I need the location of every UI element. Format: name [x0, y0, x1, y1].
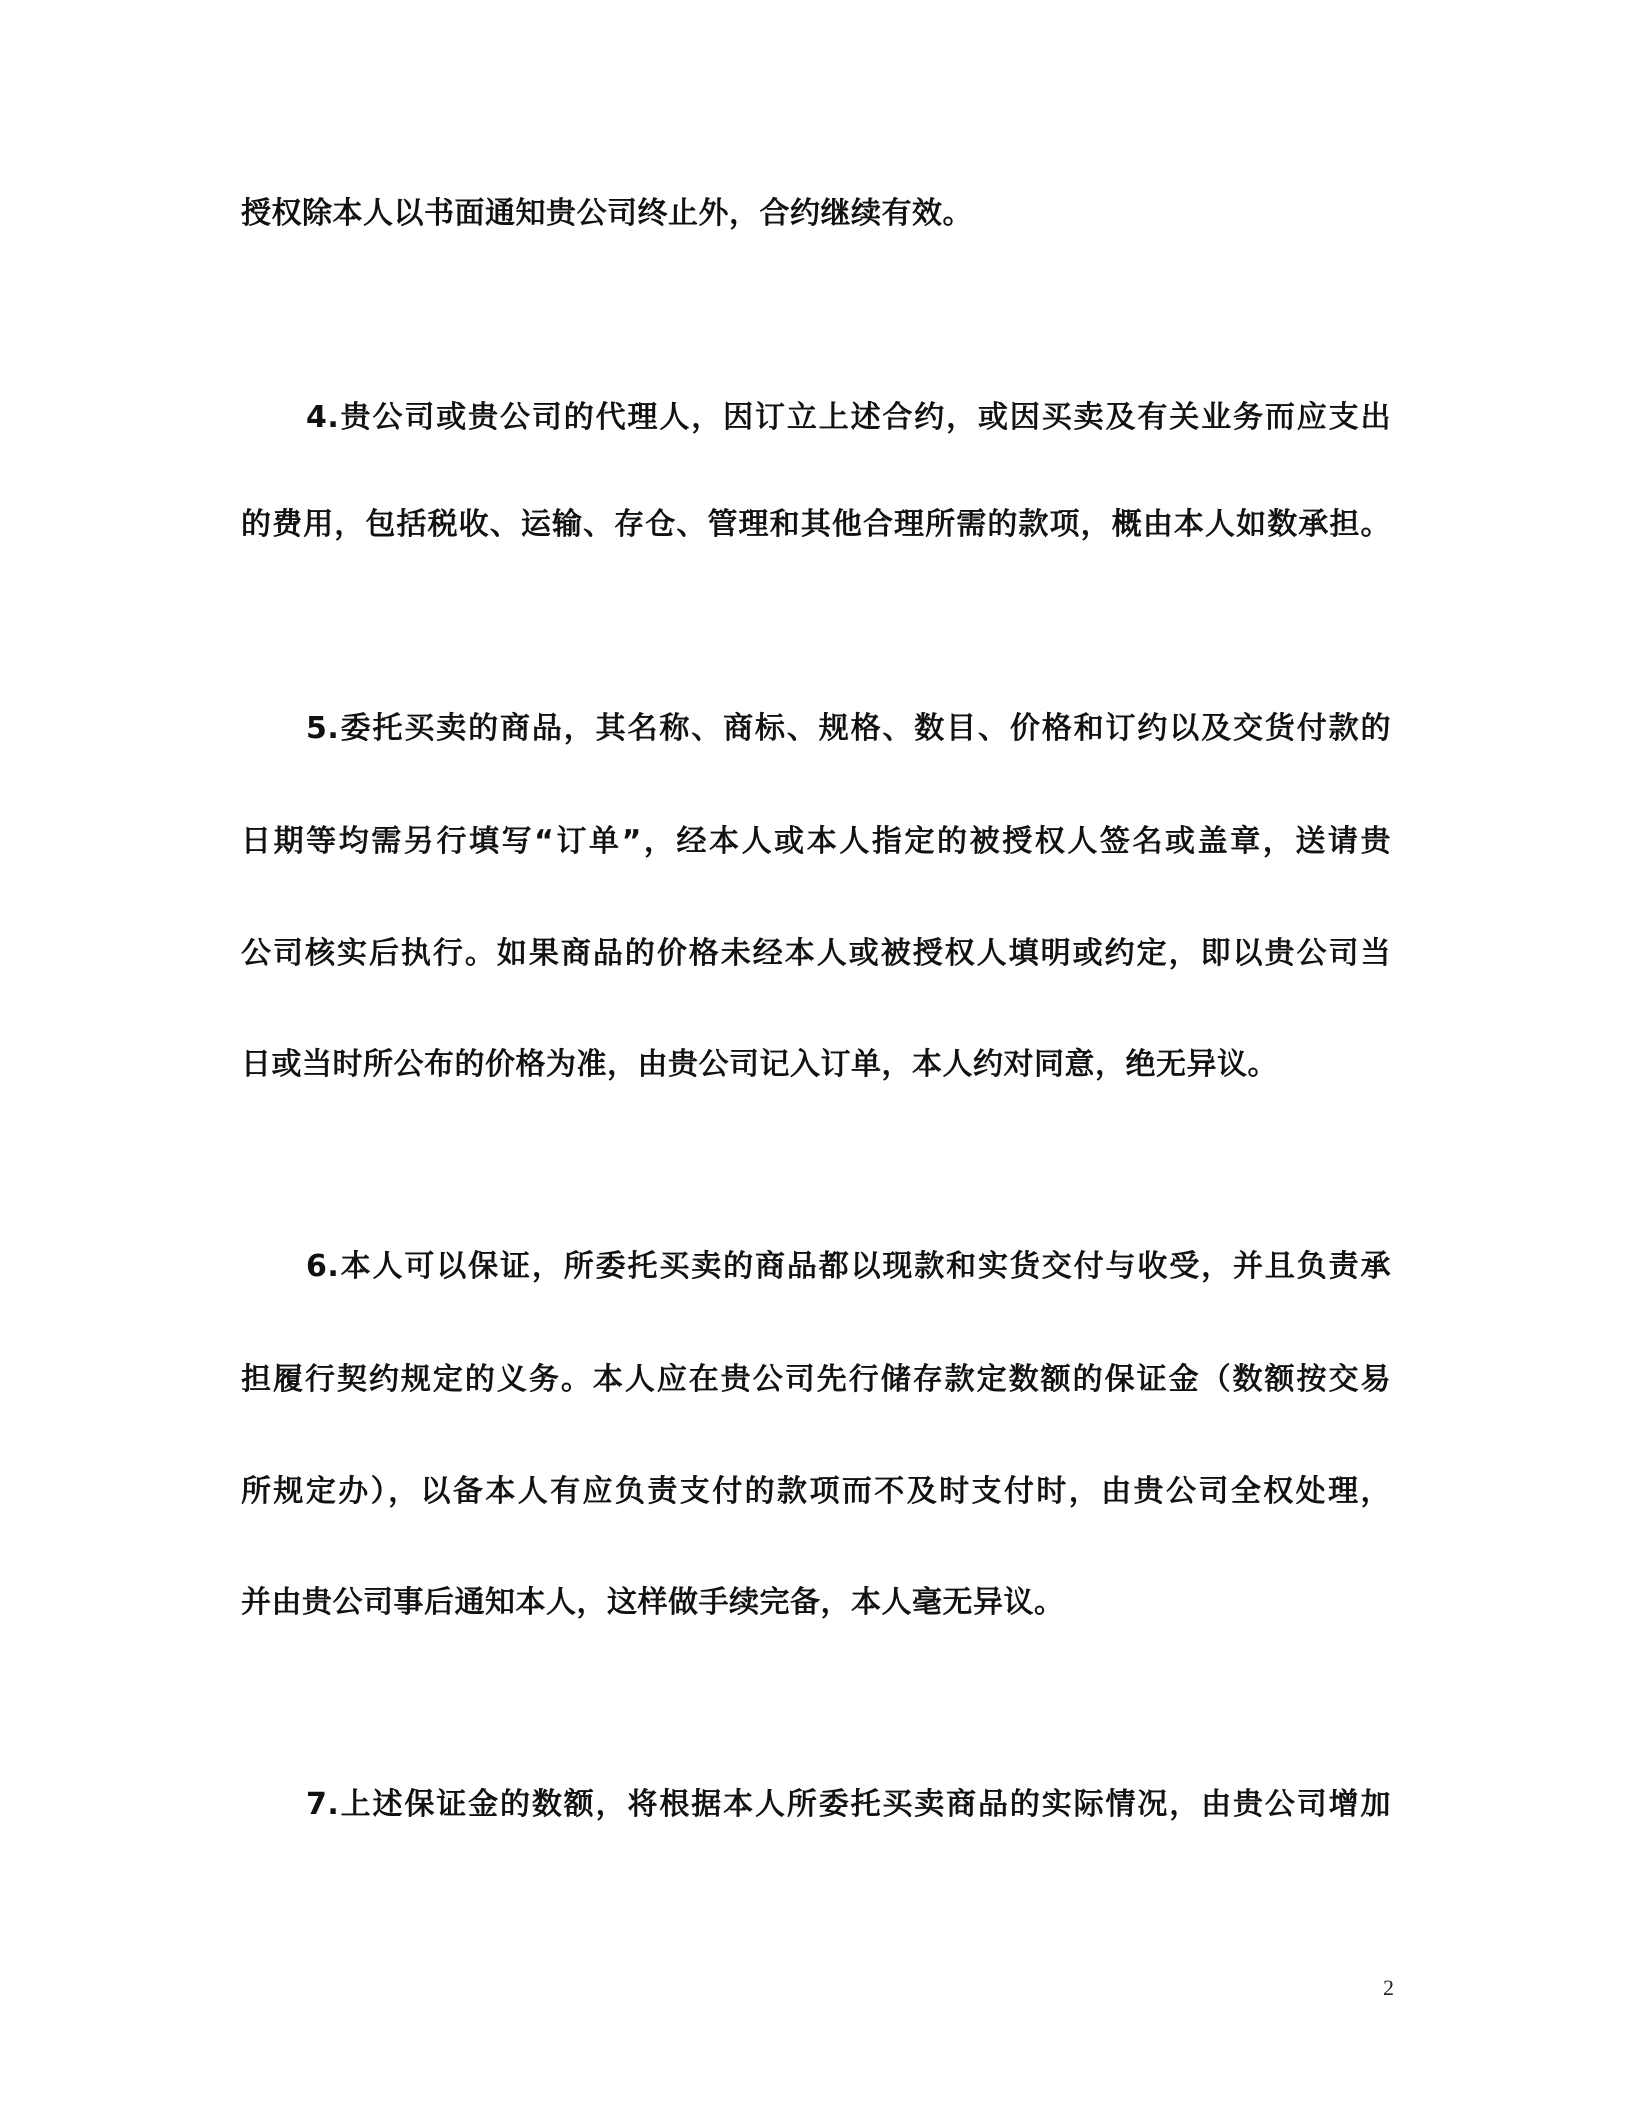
paragraph-5-line-3: 公司核实后执行。如果商品的价格未经本人或被授权人填明或约定，即以贵公司当 — [241, 936, 1391, 971]
paragraph-6-line-4: 并由贵公司事后通知本人，这样做手续完备，本人毫无异议。 — [241, 1585, 1065, 1620]
paragraph-6-line-1: 6.本人可以保证，所委托买卖的商品都以现款和实货交付与收受，并且负责承 — [306, 1249, 1391, 1284]
paragraph-5-line-4: 日或当时所公布的价格为准，由贵公司记入订单，本人约对同意，绝无异议。 — [241, 1047, 1278, 1082]
paragraph-6-line-2: 担履行契约规定的义务。本人应在贵公司先行储存款定数额的保证金（数额按交易 — [241, 1362, 1391, 1397]
paragraph-3-line-end: 授权除本人以书面通知贵公司终止外，合约继续有效。 — [241, 196, 973, 231]
paragraph-5-line-1: 5.委托买卖的商品，其名称、商标、规格、数目、价格和订约以及交货付款的 — [306, 711, 1391, 746]
paragraph-5-line-2: 日期等均需另行填写“订单”，经本人或本人指定的被授权人签名或盖章，送请贵 — [241, 824, 1391, 859]
paragraph-4-line-1: 4.贵公司或贵公司的代理人，因订立上述合约，或因买卖及有关业务而应支出 — [306, 400, 1391, 435]
page-number: 2 — [1383, 1975, 1394, 2000]
paragraph-6-line-3: 所规定办），以备本人有应负责支付的款项而不及时支付时，由贵公司全权处理， — [241, 1474, 1391, 1509]
paragraph-7-line-1: 7.上述保证金的数额，将根据本人所委托买卖商品的实际情况，由贵公司增加 — [306, 1787, 1391, 1822]
paragraph-4-line-2: 的费用，包括税收、运输、存仓、管理和其他合理所需的款项，概由本人如数承担。 — [241, 507, 1391, 542]
